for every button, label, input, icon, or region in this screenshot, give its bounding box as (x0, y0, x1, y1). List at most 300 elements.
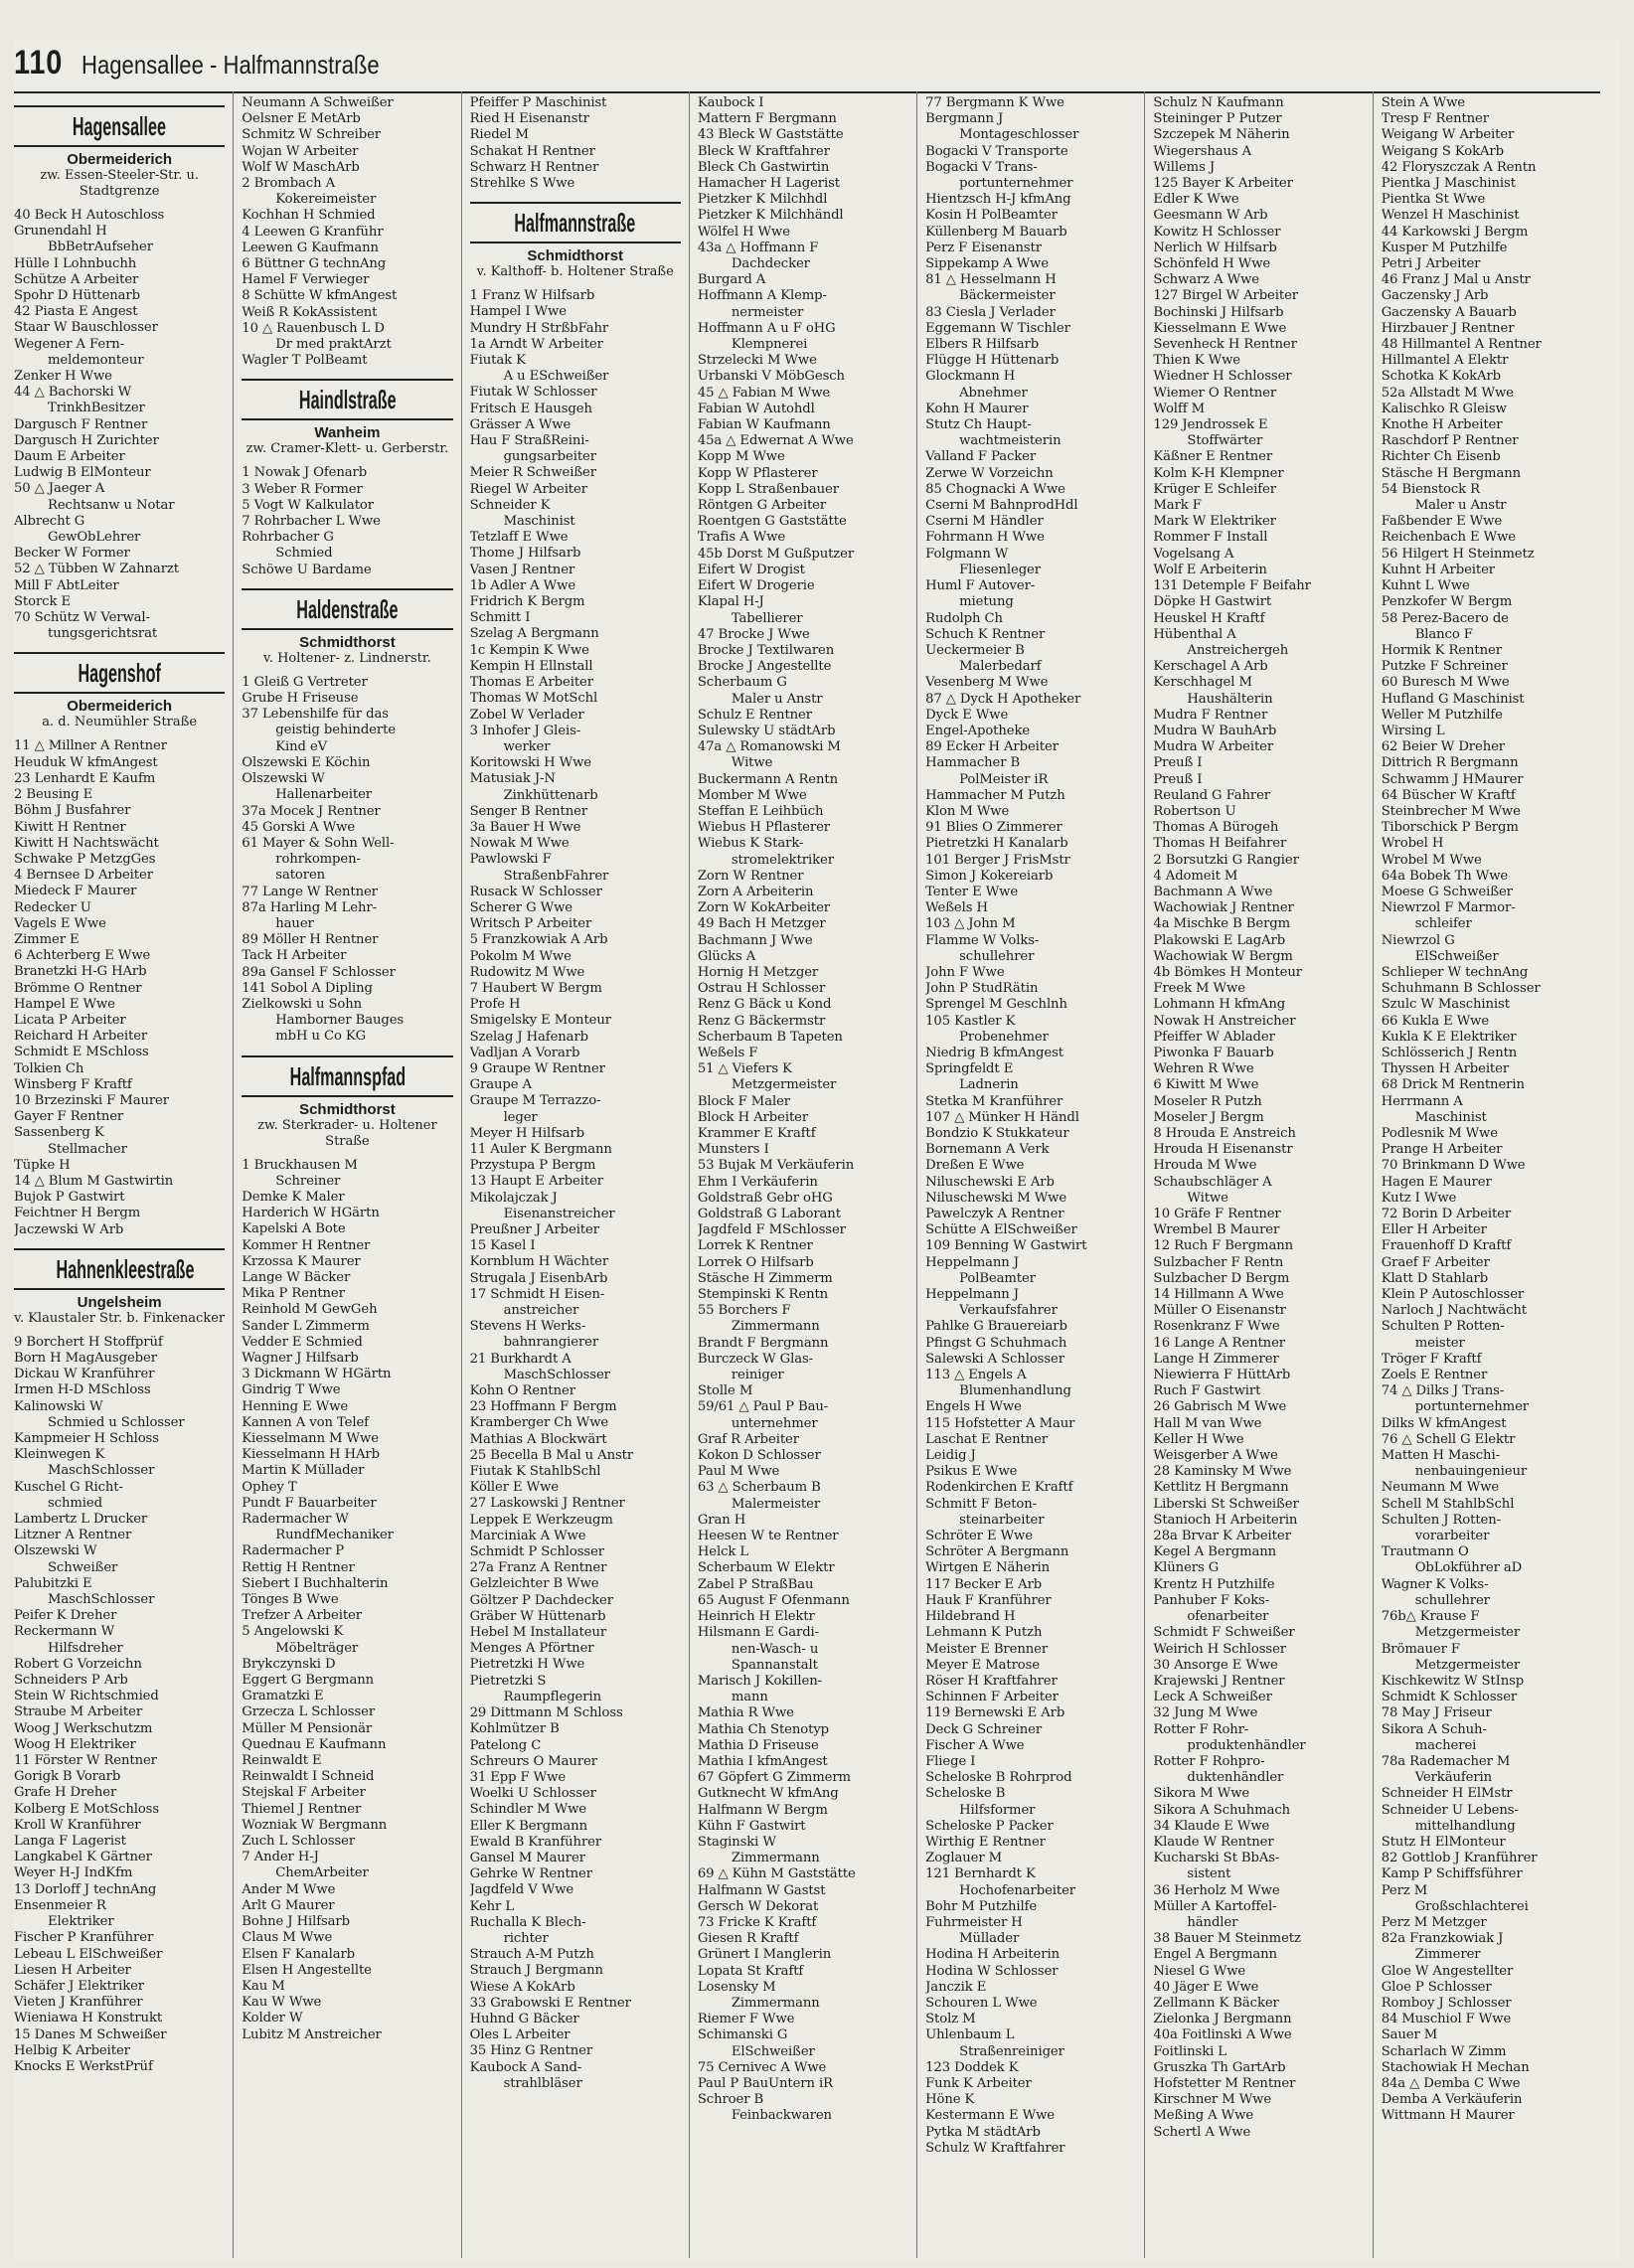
resident-entry: Wieniawa H Konstrukt (14, 2011, 163, 2026)
resident-entry: Profe H (469, 997, 521, 1013)
resident-entry: 46 Franz J Mal u Anstr (1381, 272, 1531, 288)
resident-entry: 35 Hinz G Rentner (469, 2043, 593, 2059)
resident-entry: Podlesnik M Wwe (1381, 1126, 1498, 1141)
resident-entry: 84a △ Demba C Wwe (1381, 2075, 1521, 2091)
resident-entry: Elsen F Kanalarb (242, 1946, 356, 1962)
entry-continuation: richter (503, 1930, 549, 1946)
resident-entry: Stetka M Kranführer (925, 1093, 1063, 1109)
resident-entry: Robertson U (1153, 803, 1236, 819)
resident-entry: Hildebrand H (925, 1609, 1016, 1625)
resident-entry: Eller H Arbeiter (1381, 1222, 1487, 1238)
resident-entry: Jaczewski W Arb (14, 1221, 124, 1237)
resident-entry: 11 Förster W Rentner (14, 1753, 157, 1769)
resident-entry: Grafe H Dreher (14, 1785, 117, 1801)
street-extent: v. Klaustaler Str. b. Finkenacker (14, 1310, 226, 1326)
district-name: Schmidthorst (299, 1100, 396, 1118)
resident-entry: Schroer B (697, 2092, 764, 2108)
resident-entry: Jagdfeld F MSchlosser (697, 1222, 846, 1238)
resident-entry: Kaubock I (697, 95, 764, 110)
resident-entry: Perz F Eisenanstr (925, 240, 1042, 255)
resident-entry: Kestermann E Wwe (925, 2108, 1056, 2124)
resident-entry: Hammacher M Putzh (925, 787, 1065, 803)
resident-entry: Hammacher B (925, 755, 1021, 771)
street-name: Hagenshof (78, 658, 161, 689)
resident-entry: Plakowski E LagArb (1153, 932, 1286, 948)
resident-entry: Kiesselmann E Wwe (1153, 320, 1287, 336)
resident-entry: Thien K Wwe (1153, 353, 1240, 369)
resident-entry: Zuch L Schlosser (242, 1834, 356, 1850)
resident-entry: Wiese A KokArb (469, 1979, 575, 1995)
resident-entry: Schwamm J HMaurer (1381, 771, 1524, 787)
resident-entry: 84 Muschiol F Wwe (1381, 2012, 1512, 2027)
resident-entry: Wrobel H (1381, 836, 1444, 852)
resident-entry: Vieten J Kranführer (14, 1995, 143, 2011)
resident-entry: Radermacher P (242, 1543, 345, 1559)
resident-entry: Helbig K Arbeiter (14, 2042, 130, 2058)
resident-entry: Eller K Bergmann (469, 1818, 587, 1834)
resident-entry: 16 Lange A Rentner (1153, 1335, 1285, 1351)
resident-entry: Trafis A Wwe (697, 530, 786, 546)
street-name: Haindlstraße (298, 385, 397, 415)
resident-entry: Lorrek O Hilfsarb (697, 1254, 814, 1270)
resident-entry: Panhuber F Koks- (1153, 1592, 1270, 1608)
resident-entry: Licata P Arbeiter (14, 1012, 126, 1028)
resident-entry: Pokolm M Wwe (469, 948, 572, 964)
street-name: Halfmannstraße (514, 208, 636, 239)
resident-entry: Schuhmann B Schlosser (1381, 981, 1541, 997)
resident-entry: Tolkien Ch (14, 1060, 84, 1076)
resident-entry: Steinbrecher M Wwe (1381, 803, 1521, 819)
resident-entry: Pawelczyk A Rentner (925, 1207, 1064, 1222)
entry-continuation: Eisenanstreicher (503, 1206, 615, 1221)
resident-entry: Heuduk W kfmAngest (14, 754, 158, 770)
entry-continuation: Kind eV (275, 738, 328, 754)
resident-entry: Wagner J Hilfsarb (242, 1350, 359, 1366)
entry-continuation: Kokereimeister (275, 192, 377, 208)
resident-entry: Eggemann W Tischler (925, 320, 1070, 336)
resident-entry: Hampel I Wwe (469, 304, 567, 320)
resident-entry: Hofstetter M Rentner (1153, 2075, 1296, 2091)
resident-entry: Giesen R Kraftf (697, 1931, 799, 1947)
entry-continuation: ofenarbeiter (1187, 1609, 1269, 1625)
resident-entry: Wrembel B Maurer (1153, 1222, 1280, 1238)
resident-entry: Ruchalla K Blech- (469, 1914, 586, 1930)
resident-entry: Tröger F Kraftf (1381, 1351, 1482, 1367)
entry-continuation: portunternehmer (959, 176, 1073, 192)
resident-entry: Gaczensky A Bauarb (1381, 304, 1517, 320)
resident-entry: Reichenbach E Wwe (1381, 530, 1516, 546)
resident-entry: 105 Kastler K (925, 1013, 1016, 1029)
resident-entry: Dargusch H Zurichter (14, 432, 159, 448)
resident-entry: Kleinwegen K (14, 1447, 105, 1463)
resident-entry: 11 Auler K Bergmann (469, 1141, 612, 1157)
resident-entry: Staginski W (697, 1834, 776, 1850)
resident-entry: Ludwig B ElMonteur (14, 465, 151, 481)
resident-entry: Renz G Bäckermstr (697, 1013, 826, 1029)
resident-entry: Perz M (1381, 1882, 1428, 1898)
resident-entry: 1b Adler A Wwe (469, 577, 576, 593)
entry-continuation: meister (1414, 1335, 1465, 1351)
resident-entry: 5 Angelowski K (242, 1624, 344, 1640)
resident-entry: Niedrig B kfmAngest (925, 1045, 1063, 1060)
entry-continuation: Zinkhüttenarb (503, 787, 598, 803)
resident-entry: Schulten P Rotten- (1381, 1319, 1505, 1335)
entry-continuation: reiniger (731, 1368, 784, 1383)
resident-entry: Buckermann A Rentn (697, 771, 838, 787)
resident-entry: Radermacher W (242, 1512, 349, 1528)
resident-entry: Siebert I Buchhalterin (242, 1575, 389, 1591)
resident-entry: Moseler J Bergm (1153, 1109, 1264, 1125)
resident-entry: Steininger P Putzer (1153, 111, 1282, 127)
resident-entry: Eggert G Bergmann (242, 1673, 375, 1689)
entry-continuation: stromelektriker (731, 852, 834, 868)
resident-entry: Huhnd G Bäcker (469, 2011, 579, 2026)
resident-entry: Trautmann O (1381, 1544, 1469, 1560)
resident-entry: Schwarz A Wwe (1153, 272, 1259, 288)
resident-entry: 63 △ Scherbaum B (697, 1480, 821, 1496)
resident-entry: Hormik K Rentner (1381, 642, 1502, 658)
resident-entry: Schmidt F Schweißer (1153, 1625, 1295, 1641)
resident-entry: Zobel W Verlader (469, 707, 584, 723)
resident-entry: 10 △ Rauenbusch L D (242, 320, 385, 336)
resident-entry: 141 Sobol A Dipling (242, 980, 373, 996)
resident-entry: Cserni M Händler (925, 514, 1044, 530)
resident-entry: Strugala J EisenbArb (469, 1270, 608, 1286)
resident-entry: Weisgerber A Wwe (1153, 1448, 1278, 1464)
resident-entry: 6 Büttner G technAng (242, 256, 387, 272)
resident-entry: Mudra F Rentner (1153, 707, 1268, 723)
entry-continuation: Witwe (1187, 1190, 1228, 1206)
resident-entry: Hau F StraßReini- (469, 433, 589, 449)
resident-entry: Irmen H-D MSchloss (14, 1382, 151, 1398)
resident-entry: Kehr L (469, 1898, 515, 1914)
resident-entry: Woog H Elektriker (14, 1736, 136, 1752)
resident-entry: Scheloske B Rohrprod (925, 1770, 1072, 1786)
resident-entry: Heinrich H Elektr (697, 1609, 815, 1625)
resident-entry: Schwarz H Rentner (469, 159, 599, 175)
resident-entry: Meyer E Matrose (925, 1657, 1040, 1673)
resident-entry: Oles L Arbeiter (469, 2027, 571, 2043)
resident-entry: 4 Bernsee D Arbeiter (14, 868, 153, 884)
resident-entry: Küllenberg M Bauarb (925, 224, 1067, 240)
resident-entry: Zerwe W Vorzeichn (925, 465, 1054, 481)
resident-entry: Born H MagAusgeber (14, 1350, 157, 1366)
resident-entry: Schmitt F Beton- (925, 1496, 1037, 1512)
resident-entry: Ueckermeier B (925, 642, 1025, 658)
resident-entry: Strauch A-M Putzh (469, 1947, 594, 1963)
resident-entry: Psikus E Wwe (925, 1464, 1018, 1480)
resident-entry: Mathia R Wwe (697, 1705, 794, 1721)
resident-entry: Gindrig T Wwe (242, 1382, 341, 1398)
resident-entry: Stein W Richtschmied (14, 1689, 159, 1704)
resident-entry: Raschdorf P Rentner (1381, 433, 1519, 449)
resident-entry: Schulz W Kraftfahrer (925, 2140, 1065, 2156)
page-number: 110 (14, 44, 64, 81)
entry-continuation: Zimmermann (731, 1851, 820, 1866)
resident-entry: Graf R Arbeiter (697, 1431, 799, 1447)
resident-entry: Schütte A ElSchweißer (925, 1222, 1077, 1238)
entry-continuation: Schweißer (48, 1559, 118, 1575)
resident-entry: 26 Gabrisch M Wwe (1153, 1399, 1287, 1415)
resident-entry: John P StudRätin (925, 981, 1039, 997)
resident-entry: Stachowiak H Mechan (1381, 2059, 1530, 2075)
resident-entry: Ostrau H Schlosser (697, 981, 826, 997)
resident-entry: Marciniak A Wwe (469, 1528, 586, 1543)
resident-entry: Wirtgen E Näherin (925, 1560, 1051, 1576)
resident-entry: Tetzlaff E Wwe (469, 530, 569, 546)
resident-entry: 31 Epp F Wwe (469, 1769, 567, 1785)
resident-entry: Hirzbauer J Rentner (1381, 320, 1515, 336)
entry-continuation: Blanco F (1414, 626, 1473, 642)
entry-continuation: Anstreichergeh (1187, 642, 1289, 658)
entry-continuation: Zimmermann (731, 1319, 820, 1335)
resident-entry: Krzossa K Maurer (242, 1253, 361, 1269)
resident-entry: Pietzker K Milchhändl (697, 208, 844, 224)
resident-entry: 7 Rohrbacher L Wwe (242, 514, 381, 530)
resident-entry: Demba A Verkäuferin (1381, 2092, 1523, 2108)
resident-entry: Neumann A Schweißer (242, 95, 394, 110)
resident-entry: 56 Hilgert H Steinmetz (1381, 546, 1535, 562)
resident-entry: 38 Bauer M Steinmetz (1153, 1931, 1301, 1947)
resident-entry: 9 Graupe W Rentner (469, 1060, 605, 1076)
resident-entry: Kornblum H Wächter (469, 1254, 609, 1270)
resident-entry: Niluschewski E Arb (925, 1174, 1055, 1190)
resident-entry: Nowak M Wwe (469, 836, 570, 852)
entry-continuation: Zimmerer (1414, 1947, 1481, 1963)
resident-entry: Rettig H Rentner (242, 1559, 355, 1575)
resident-entry: Schouren L Wwe (925, 1995, 1038, 2011)
resident-entry: Stolz M (925, 2012, 976, 2027)
resident-entry: Kau W Wwe (242, 1995, 322, 2011)
resident-entry: Lambertz L Drucker (14, 1512, 148, 1528)
entry-continuation: Maler u Anstr (1414, 498, 1507, 514)
resident-entry: Thomas E Arbeiter (469, 675, 593, 691)
street-extent: v. Holtener- z. Lindnerstr. (263, 650, 431, 666)
resident-entry: Kirschner M Wwe (1153, 2092, 1272, 2108)
resident-entry: Gansel M Maurer (469, 1850, 585, 1865)
resident-entry: Ruch F Gastwirt (1153, 1383, 1261, 1399)
street-heading (242, 379, 452, 420)
resident-entry: Wozniak W Bergmann (242, 1817, 388, 1833)
resident-entry: Liesen H Arbeiter (14, 1962, 131, 1978)
resident-entry: Röser H Kraftfahrer (925, 1673, 1058, 1689)
resident-entry: Rotter F Rohr- (1153, 1721, 1249, 1737)
resident-entry: Szelag J Hafenarb (469, 1029, 588, 1045)
resident-entry: 89 Ecker H Arbeiter (925, 739, 1059, 755)
resident-entry: Scheloske P Packer (925, 1818, 1054, 1834)
resident-entry: Vogelsang A (1153, 546, 1234, 562)
resident-entry: Riemer F Wwe (697, 2012, 795, 2027)
resident-entry: Redecker U (14, 899, 91, 915)
resident-entry: Janczik E (925, 1979, 987, 1995)
resident-entry: Weßels H (925, 900, 988, 916)
resident-entry: 11 △ Millner A Rentner (14, 738, 167, 754)
entry-continuation: StraßenbFahrer (503, 868, 609, 884)
resident-entry: Kutz I Wwe (1381, 1190, 1457, 1206)
resident-entry: Pfingst G Schuhmach (925, 1335, 1067, 1351)
resident-entry: Bleck Ch Gastwirtin (697, 159, 830, 175)
column-1 (14, 91, 234, 2258)
resident-entry: John F Wwe (925, 964, 1005, 980)
resident-entry: Meier R Schweißer (469, 465, 596, 481)
resident-entry: Zimmer E (14, 931, 80, 947)
resident-entry: Müller O Eisenanstr (1153, 1303, 1286, 1319)
resident-entry: Kommer H Rentner (242, 1237, 371, 1253)
resident-entry: Dyck E Wwe (925, 707, 1009, 723)
resident-entry: Tönges B Wwe (242, 1592, 339, 1608)
resident-entry: Sevenheck H Rentner (1153, 337, 1297, 353)
resident-entry: 50 △ Jaeger A (14, 481, 105, 497)
resident-entry: Dreßen E Wwe (925, 1158, 1025, 1174)
resident-entry: Zorn A Arbeiterin (697, 884, 814, 899)
entry-continuation: PolMeister iR (959, 771, 1049, 787)
resident-entry: Kosin H PolBeamter (925, 208, 1058, 224)
resident-entry: Dittrich R Bergmann (1381, 755, 1519, 771)
resident-entry: Kegel A Bergmann (1153, 1544, 1277, 1560)
resident-entry: 9 Borchert H Stoffprüf (14, 1334, 163, 1350)
resident-entry: Kohlmützer B (469, 1721, 560, 1737)
resident-entry: Pawlowski F (469, 852, 552, 868)
resident-entry: Stejskal F Arbeiter (242, 1785, 366, 1801)
resident-entry: Schimanski G (697, 2027, 788, 2043)
resident-entry: Munsters I (697, 1142, 769, 1158)
resident-entry: 29 Dittmann M Schloss (469, 1705, 623, 1721)
entry-continuation: Probenehmer (959, 1029, 1049, 1045)
resident-entry: Keller H Wwe (1153, 1431, 1244, 1447)
resident-entry: Hodina H Arbeiterin (925, 1947, 1060, 1963)
resident-entry: 1 Bruckhausen M (242, 1157, 358, 1173)
resident-entry: 13 Haupt E Arbeiter (469, 1174, 603, 1190)
entry-continuation: Bäckermeister (959, 288, 1056, 304)
resident-entry: Meister E Brenner (925, 1641, 1049, 1657)
resident-entry: Sippekamp A Wwe (925, 256, 1049, 272)
entry-continuation: anstreicher (503, 1303, 579, 1319)
resident-entry: 76 △ Schell G Elektr (1381, 1431, 1516, 1447)
resident-entry: Kopp W Pflasterer (697, 465, 818, 481)
resident-entry: Kampmeier H Schloss (14, 1431, 159, 1446)
resident-entry: 37 Lebenshilfe für das (242, 707, 389, 723)
resident-entry: Willems J (1153, 159, 1216, 175)
resident-entry: Reinwaldt E (242, 1753, 322, 1769)
resident-entry: Kischkewitz W StInsp (1381, 1673, 1525, 1689)
resident-entry: Losensky M (697, 1979, 776, 1995)
resident-entry: Leewen G Kaufmann (242, 240, 379, 255)
entry-continuation: Straßenreiniger (959, 2043, 1064, 2059)
resident-entry: 82a Franzkowiak J (1381, 1931, 1504, 1947)
resident-entry: Martin K Müllader (242, 1463, 365, 1479)
resident-entry: Kolder W (242, 2011, 303, 2026)
entry-continuation: Raumpflegerin (503, 1689, 601, 1704)
resident-entry: 45 △ Fabian M Wwe (697, 385, 831, 401)
entry-continuation: Verkäuferin (1414, 1770, 1493, 1786)
resident-entry: Szulc W Maschinist (1381, 997, 1510, 1013)
resident-entry: Krammer E Kraftf (697, 1126, 816, 1141)
resident-entry: Pfeiffer P Maschinist (469, 95, 607, 110)
resident-entry: Rosenkranz F Wwe (1153, 1319, 1280, 1335)
resident-entry: Fliege I (925, 1753, 976, 1769)
entry-continuation: schmied (48, 1495, 102, 1511)
resident-entry: Funk K Arbeiter (925, 2075, 1032, 2091)
entry-continuation: BbBetrAufseher (48, 240, 153, 255)
entry-continuation: leger (503, 1109, 538, 1125)
resident-entry: Sulewsky U städtArb (697, 723, 836, 738)
resident-entry: Fischer A Wwe (925, 1737, 1025, 1753)
resident-entry: 33 Grabowski E Rentner (469, 1995, 631, 2011)
resident-entry: Müller M Pensionär (242, 1720, 373, 1736)
resident-entry: Reinhold M GewGeh (242, 1302, 378, 1318)
resident-entry: Klon M Wwe (925, 803, 1010, 819)
resident-entry: Schütze A Arbeiter (14, 271, 139, 287)
resident-entry: Mundry H StrßbFahr (469, 320, 609, 336)
resident-entry: 1c Kempin K Wwe (469, 642, 589, 658)
resident-entry: Hagen E Maurer (1381, 1174, 1492, 1190)
resident-entry: Burczeck W Glas- (697, 1351, 814, 1367)
resident-entry: Gutknecht W kfmAng (697, 1786, 839, 1802)
resident-entry: Pahlke G Brauereiarb (925, 1319, 1067, 1335)
resident-entry: 58 Perez-Bacero de (1381, 610, 1509, 626)
resident-entry: Pietretzki H Wwe (469, 1657, 585, 1673)
resident-entry: Gramatzki E (242, 1689, 324, 1704)
resident-entry: Gruszka Th GartArb (1153, 2059, 1286, 2075)
entry-continuation: Metzgermeister (731, 1077, 837, 1093)
resident-entry: Claus M Wwe (242, 1930, 333, 1946)
resident-entry: Lopata St Kraftf (697, 1963, 804, 1979)
entry-continuation: Abnehmer (959, 385, 1028, 401)
resident-entry: Herrmann A (1381, 1093, 1463, 1109)
resident-entry: 47a △ Romanowski M (697, 739, 841, 755)
entry-continuation: MaschSchlosser (503, 1367, 610, 1382)
resident-entry: Schmitz W Schreiber (242, 127, 381, 143)
resident-entry: Momber M Wwe (697, 787, 807, 803)
resident-entry: 44 Karkowski J Bergm (1381, 224, 1529, 240)
resident-entry: Zoels E Rentner (1381, 1368, 1488, 1383)
resident-entry: 15 Kasel I (469, 1238, 536, 1254)
resident-entry: Fabian W Autohdl (697, 401, 815, 416)
resident-entry: Pietretzki H Kanalarb (925, 836, 1068, 852)
resident-entry: 43 Bleck W Gaststätte (697, 127, 844, 143)
resident-entry: 45b Dorst M Gußputzer (697, 546, 855, 562)
resident-entry: Lebeau L ElSchweißer (14, 1946, 163, 1962)
resident-entry: 85 Chognacki A Wwe (925, 481, 1065, 497)
entry-continuation: Dachdecker (731, 256, 810, 272)
resident-entry: 43a △ Hoffmann F (697, 240, 819, 255)
resident-entry: Woog J Werkschutzm (14, 1720, 153, 1736)
resident-entry: Ehm I Verkäuferin (697, 1174, 818, 1190)
resident-entry: Sikora A Schuh- (1381, 1721, 1487, 1737)
resident-entry: Zorn W Rentner (697, 868, 804, 884)
resident-entry: Brömme O Rentner (14, 980, 142, 996)
resident-entry: 129 Jendrossek E (1153, 417, 1268, 433)
resident-entry: Weßels F (697, 1045, 758, 1060)
resident-entry: Rotter F Rohpro- (1153, 1753, 1265, 1769)
resident-entry: Tiborschick P Bergm (1381, 820, 1519, 836)
resident-entry: Höne K (925, 2092, 975, 2108)
resident-entry: Weigang W Arbeiter (1381, 127, 1515, 143)
resident-entry: Fiutak W Schlosser (469, 385, 597, 401)
resident-entry: Wirsing L (1381, 723, 1445, 738)
resident-entry: 8 Hrouda E Anstreich (1153, 1126, 1296, 1141)
resident-entry: Röntgen G Arbeiter (697, 498, 827, 514)
resident-entry: 36 Herholz M Wwe (1153, 1882, 1280, 1898)
page-header (14, 44, 1600, 93)
resident-entry: Ensenmeier R (14, 1897, 106, 1913)
resident-entry: 28a Brvar K Arbeiter (1153, 1529, 1291, 1544)
resident-entry: Kiesselmann H HArb (242, 1447, 380, 1463)
resident-entry: Sikora A Schuhmach (1153, 1802, 1291, 1818)
resident-entry: Hamel F Verwieger (242, 272, 370, 288)
entry-continuation: Metzgermeister (1414, 1625, 1521, 1641)
resident-entry: 6 Kiwitt M Wwe (1153, 1077, 1259, 1093)
